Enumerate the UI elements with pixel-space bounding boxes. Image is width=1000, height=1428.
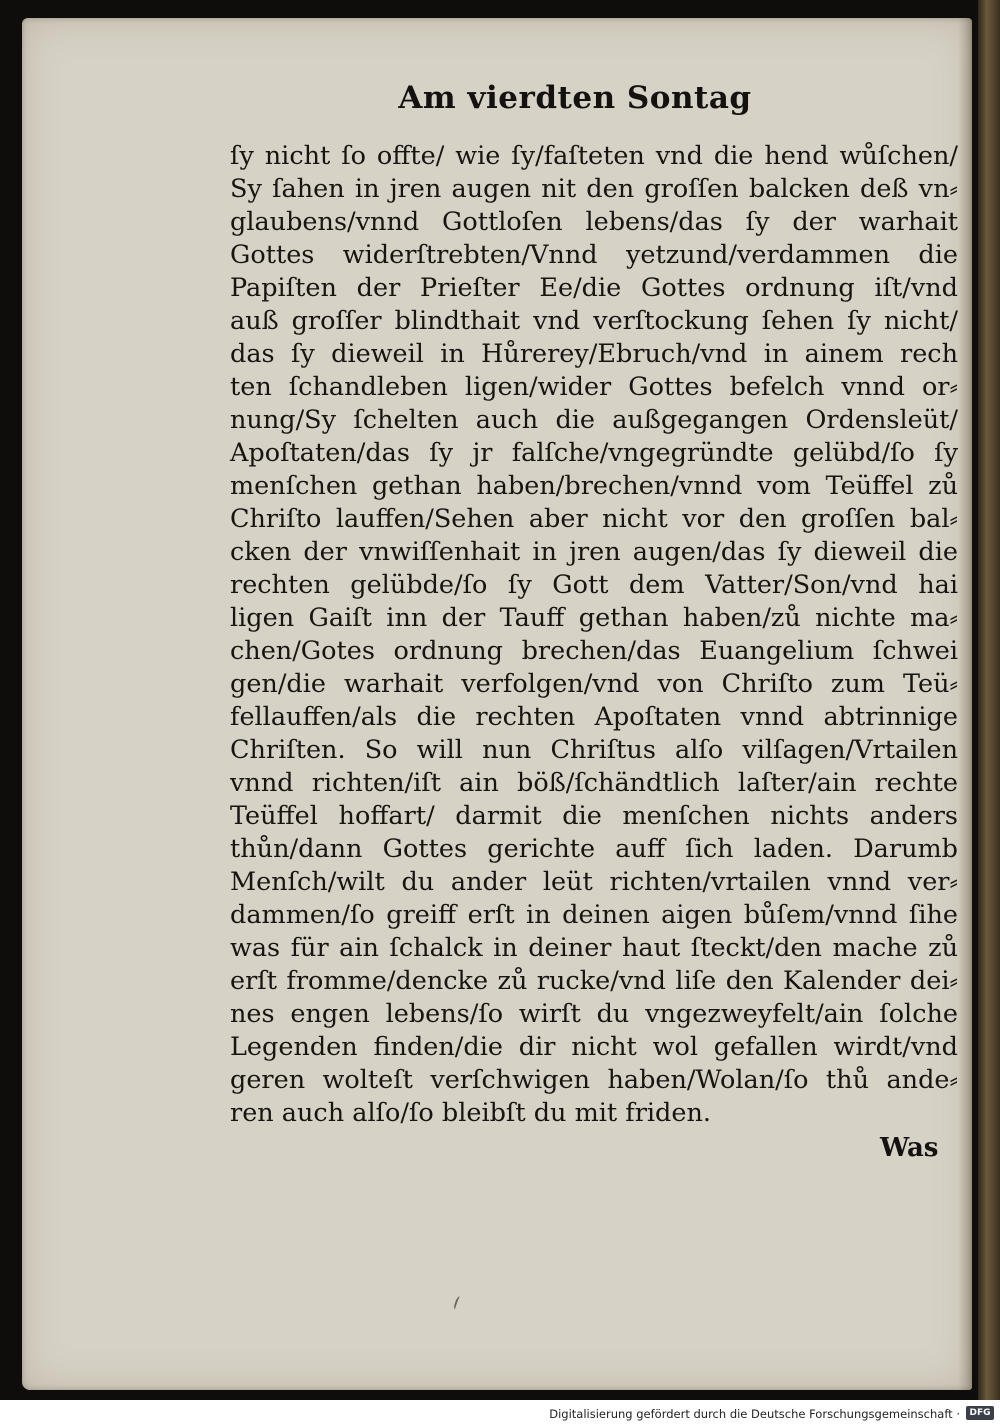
text-line: Teüffel hoffart/ darmit die menſchen nichts anders: [230, 801, 958, 831]
page-edge-shadow: [958, 18, 972, 1390]
text-line: ten ſchandleben ligen/wider Gottes befelch vnnd or⸗: [230, 372, 958, 402]
dfg-logo-icon: DFG: [966, 1406, 994, 1420]
text-line: nung/Sy ſchelten auch die außgegangen Ordensleüt/: [230, 405, 958, 435]
text-line: fellauffen/als die rechten Apoſtaten vnnd abtrinnige: [230, 702, 958, 732]
text-line: Menſch/wilt du ander leüt richten/vrtailen vnnd ver⸗: [230, 867, 958, 897]
text-line: Chriſto lauffen/Sehen aber nicht vor den groſſen bal⸗: [230, 504, 958, 534]
text-line: cken der vnwiſſenhait in jren augen/das ſy dieweil die: [230, 537, 958, 567]
text-line: chen/Gotes ordnung brechen/das Euangelium ſchwei: [230, 636, 958, 666]
text-line: Papiſten der Prieſter Ee/die Gottes ordnung iſt/vnd: [230, 273, 958, 303]
text-line: das ſy dieweil in Hůrerey/Ebruch/vnd in ainem rech: [230, 339, 958, 369]
text-line: thůn/dann Gottes gerichte auff ſich laden. Darumb: [230, 834, 958, 864]
catchword: Was: [880, 1133, 939, 1163]
text-line: was für ain ſchalck in deiner haut ſteckt/den mache zů: [230, 933, 958, 963]
text-line: ren auch alſo/ſo bleibſt du mit friden.: [230, 1098, 711, 1128]
text-line: geren wolteſt verſchwigen haben/Wolan/ſo thů ande⸗: [230, 1065, 958, 1095]
text-line: Chriſten. So will nun Chriſtus alſo vilſagen/Vrtailen: [230, 735, 958, 765]
text-line: menſchen gethan haben/brechen/vnnd vom Teüffel zů: [230, 471, 958, 501]
text-line: rechten gelübde/ſo ſy Gott dem Vatter/Son/vnd hai: [230, 570, 958, 600]
text-line: gen/die warhait verfolgen/vnd von Chriſto zum Teü⸗: [230, 669, 958, 699]
text-line: Legenden finden/die dir nicht wol gefallen wirdt/vnd: [230, 1032, 958, 1062]
adjacent-page-strip: [978, 0, 1000, 1400]
text-line: nes engen lebens/ſo wirſt du vngezweyfelt/ain ſolche: [230, 999, 958, 1029]
running-head: Am vierdten Sontag: [398, 80, 752, 116]
text-line: Apoſtaten/das ſy jr falſche/vngegründte gelübd/ſo ſy: [230, 438, 958, 468]
body-text: [230, 140, 958, 1130]
footer-bar: [0, 1400, 1000, 1428]
text-line: glaubens/vnnd Gottloſen lebens/das ſy der warhait: [230, 207, 958, 237]
text-line: ſy nicht ſo offte/ wie ſy/faſteten vnd die hend wůſchen/: [230, 141, 958, 171]
text-line: auß groſſer blindthait vnd verſtockung ſehen ſy nicht/: [230, 306, 958, 336]
text-line: ligen Gaiſt inn der Tauff gethan haben/zů nichte ma⸗: [230, 603, 958, 633]
text-line: erſt fromme/dencke zů rucke/vnd liſe den Kalender dei⸗: [230, 966, 958, 996]
text-line: Gottes widerſtrebten/Vnnd yetzund/verdammen die: [230, 240, 958, 270]
text-line: vnnd richten/iſt ain böß/ſchändtlich laſter/ain rechte: [230, 768, 958, 798]
text-line: Sy ſahen in jren augen nit den groſſen balcken deß vn⸗: [230, 174, 958, 204]
funding-credit: Digitalisierung gefördert durch die Deutsche Forschungsgemeinschaft ·: [549, 1407, 960, 1421]
text-line: dammen/ſo greiff erſt in deinen aigen bůſem/vnnd ſihe: [230, 900, 958, 930]
